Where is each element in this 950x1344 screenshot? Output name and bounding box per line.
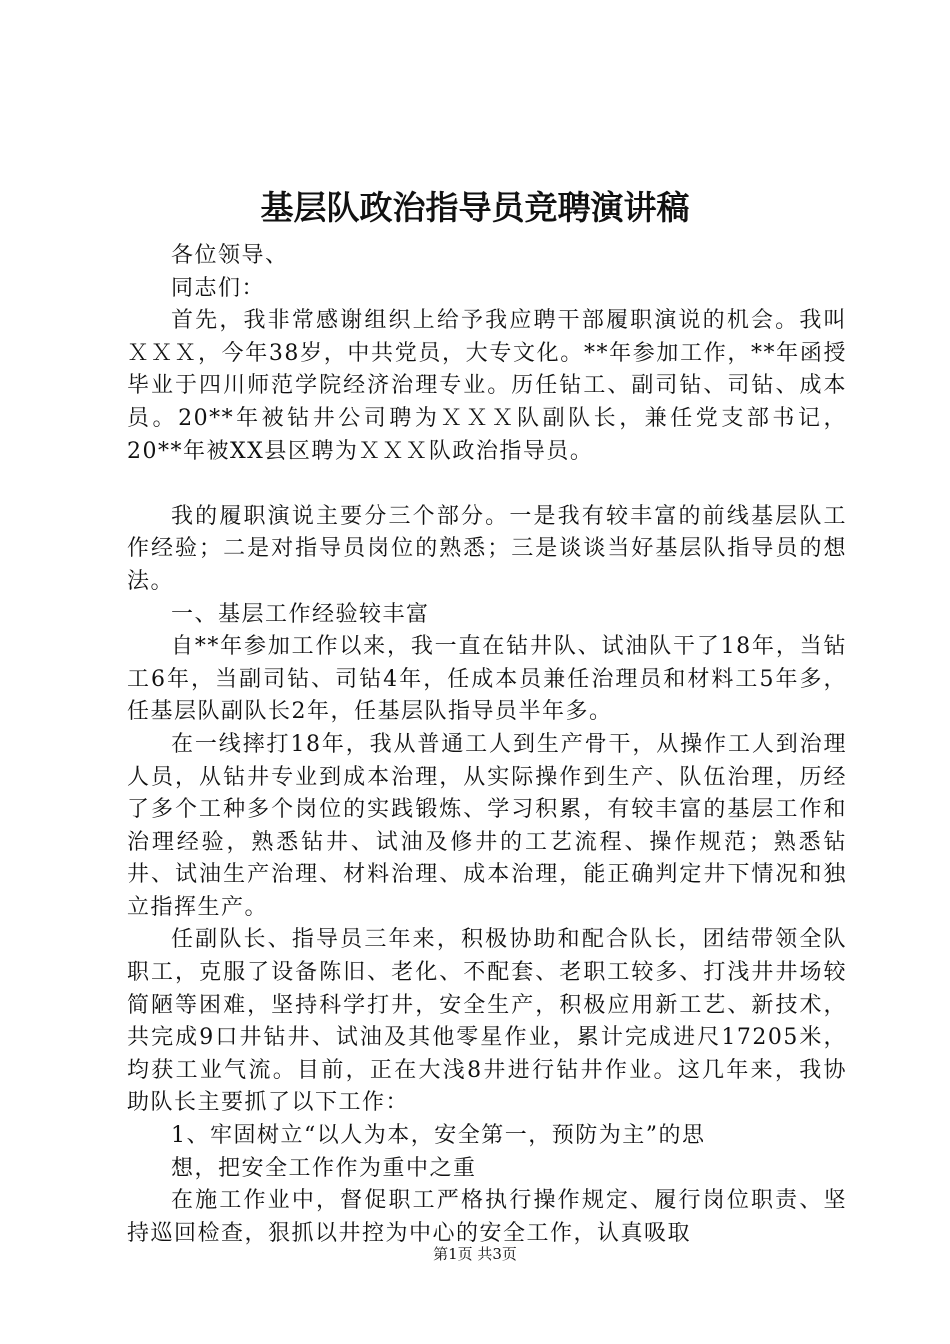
subsection-heading: 想，把安全工作作为重中之重	[171, 1155, 477, 1181]
document-body	[127, 240, 847, 1250]
document-title: 基层队政治指导员竞聘演讲稿	[260, 188, 690, 227]
salutation-line: 同志们：	[171, 275, 266, 301]
section-heading: 一、基层工作经验较丰富	[171, 601, 430, 627]
body-paragraph: 自**年参加工作以来，我一直在钻井队、试油队干了18年，当钻工6年，当副司钻、司钻4年，任成本员兼任治理员和材料工5年多，任基层队副队长2年，任基层队指导员半年多。	[127, 634, 847, 725]
body-paragraph: 在施工作业中，督促职工严格执行操作规定、履行岗位职责、坚持巡回检查，狠抓以井控为中心的安全工作，认真吸取	[127, 1188, 847, 1246]
salutation-line: 各位领导、	[171, 243, 289, 268]
subsection-heading: 1、牢固树立“以人为本，安全第一，预防为主”的思	[171, 1123, 706, 1149]
body-paragraph: 首先，我非常感谢组织上给予我应聘干部履职演说的机会。我叫ＸＸＸ，今年38岁，中共党员，大专文化。**年参加工作，**年函授毕业于四川师范学院经济治理专业。历任钻工、副司钻、司钻、成本员。20**年被钻井公司聘为ＸＸＸ队副队长，兼任党支部书记，20**年被XX县区聘为ＸＸＸ队政治指导员。	[127, 308, 847, 464]
body-paragraph: 我的履职演说主要分三个部分。一是我有较丰富的前线基层队工作经验；二是对指导员岗位的熟悉；三是谈谈当好基层队指导员的想法。	[127, 503, 847, 594]
body-paragraph: 任副队长、指导员三年来，积极协助和配合队长，团结带领全队职工，克服了设备陈旧、老化、不配套、老职工较多、打浅井井场较简陋等困难，坚持科学打井，安全生产，积极应用新工艺、新技术，共完成9口井钻井、试油及其他零星作业，累计完成进尺17205米，均获工业气流。目前，正在大浅8井进行钻井作业。这几年来，我协助队长主要抓了以下工作：	[127, 927, 847, 1116]
body-paragraph: 在一线摔打18年，我从普通工人到生产骨干，从操作工人到治理人员，从钻井专业到成本治理，从实际操作到生产、队伍治理，历经了多个工种多个岗位的实践锻炼、学习积累，有较丰富的基层工作和治理经验，熟悉钻井、试油及修井的工艺流程、操作规范；熟悉钻井、试油生产治理、材料治理、成本治理，能正确判定井下情况和独立指挥生产。	[127, 731, 847, 920]
page-footer: 第1页 共3页	[433, 1245, 517, 1263]
